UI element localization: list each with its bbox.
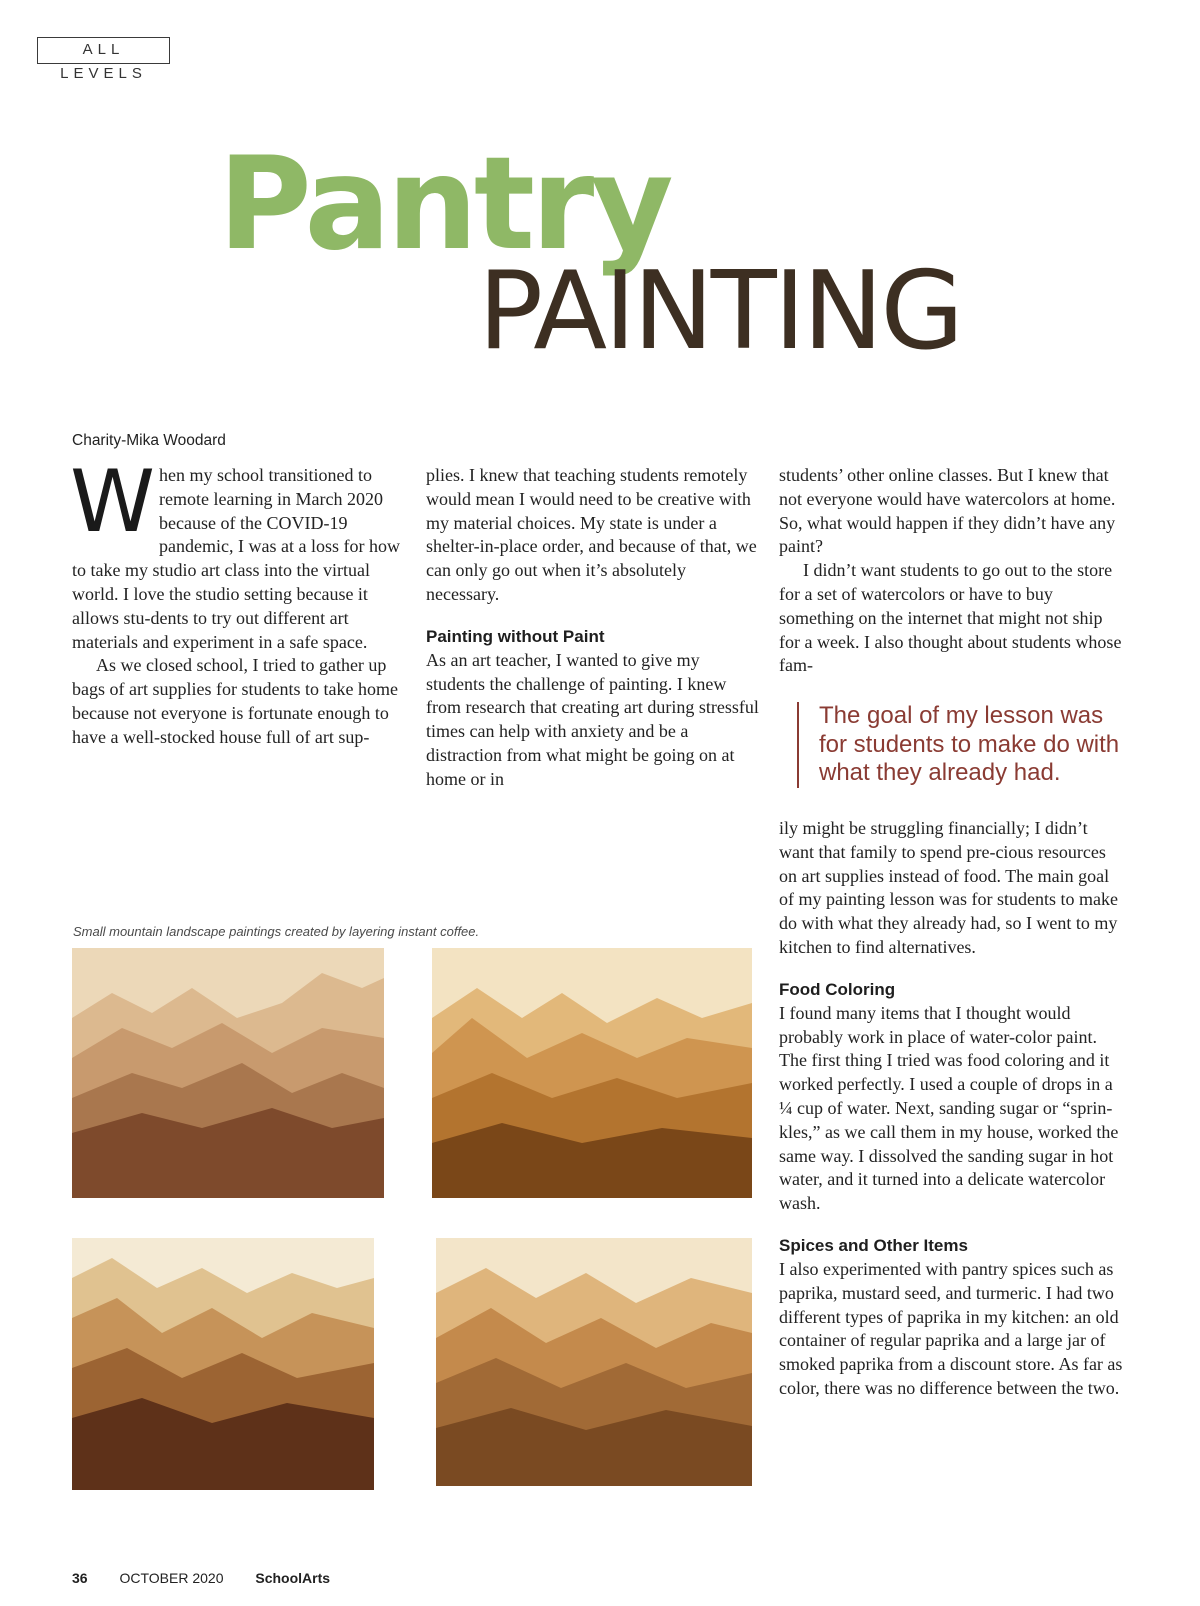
- column-3-bottom: [779, 817, 1124, 1401]
- paragraph: ily might be struggling financially; I didn’t want that family to spend pre-cious resources on art supplies instead of food. The main goal of my painting lesson was for students to make do with what they already had, so I went to my kitchen to find alternatives.: [779, 818, 1118, 957]
- paragraph-text: hen my school transitioned to remote learning in March 2020 because of the COVID-19 pandemic, I was at a loss for how to take my studio art class into the virtual world. I love the studio setting because it allows stu-dents to try out different art materials and experiment in a safe space.: [72, 465, 400, 652]
- page-number: 36: [72, 1570, 88, 1586]
- subheading-food-coloring: Food Coloring: [779, 979, 896, 999]
- title-pantry: Pantry: [218, 130, 670, 279]
- paragraph: As an art teacher, I wanted to give my students the challenge of painting. I knew from research that creating art during stressful times can help with anxiety and be a distraction from what might be going on at home or in: [426, 649, 759, 789]
- paragraph: plies. I knew that teaching students remotely would mean I would need to be creative with my material choices. My state is under a shelter-in-place order, and because of that, we can only go out when it’s absolutely necessary.: [426, 465, 757, 604]
- column-1: [70, 452, 406, 750]
- column-2: [426, 464, 760, 792]
- column-3-top: [779, 464, 1124, 678]
- intro-paragraph: [70, 452, 406, 654]
- mountain-painting-1: [72, 948, 384, 1198]
- title-painting: PAINTING: [478, 249, 962, 374]
- paragraph: I found many items that I thought would probably work in place of water-color paint. The first thing I tried was food coloring and it worked perfectly. I used a couple of drops in a ¼ cup of water. Next, sanding sugar or “sprin-kles,” as we call them in my house, worked the same way. I dissolved the sanding sugar in hot water, and it turned into a delicate watercolor wash.: [779, 1002, 1119, 1214]
- page-footer: [72, 1570, 358, 1586]
- mountain-painting-3: [72, 1238, 374, 1490]
- paragraph: As we closed school, I tried to gather up bags of art supplies for students to take home because not everyone is fortunate enough to have a well-stocked house full of art sup-: [72, 655, 398, 747]
- pull-quote: The goal of my lesson was for students to make do with what they already had.: [797, 702, 1127, 788]
- mountain-painting-4: [436, 1238, 752, 1486]
- paragraph: I didn’t want students to go out to the store for a set of watercolors or have to buy something on the internet that might not ship for a week. I also thought about students whose fam-: [779, 560, 1122, 676]
- issue-date: OCTOBER 2020: [119, 1570, 224, 1586]
- paragraph: students’ other online classes. But I knew that not everyone would have watercolors at home. So, what would happen if they didn’t have any paint?: [779, 465, 1116, 557]
- magazine-name: SchoolArts: [255, 1570, 331, 1586]
- mountain-painting-2: [432, 948, 752, 1198]
- drop-cap: W: [70, 452, 156, 552]
- subheading-painting-without-paint: Painting without Paint: [426, 626, 605, 646]
- author-byline: Charity-Mika Woodard: [72, 432, 226, 449]
- subheading-spices: Spices and Other Items: [779, 1235, 968, 1255]
- level-tag: ALL LEVELS: [37, 37, 170, 64]
- image-caption: Small mountain landscape paintings created by layering instant coffee.: [73, 924, 480, 939]
- paragraph: I also experimented with pantry spices such as paprika, mustard seed, and turmeric. I had two different types of paprika in my kitchen: an old container of regular paprika and a large jar of smoked paprika from a discount store. As far as color, there was no difference between the two.: [779, 1258, 1123, 1398]
